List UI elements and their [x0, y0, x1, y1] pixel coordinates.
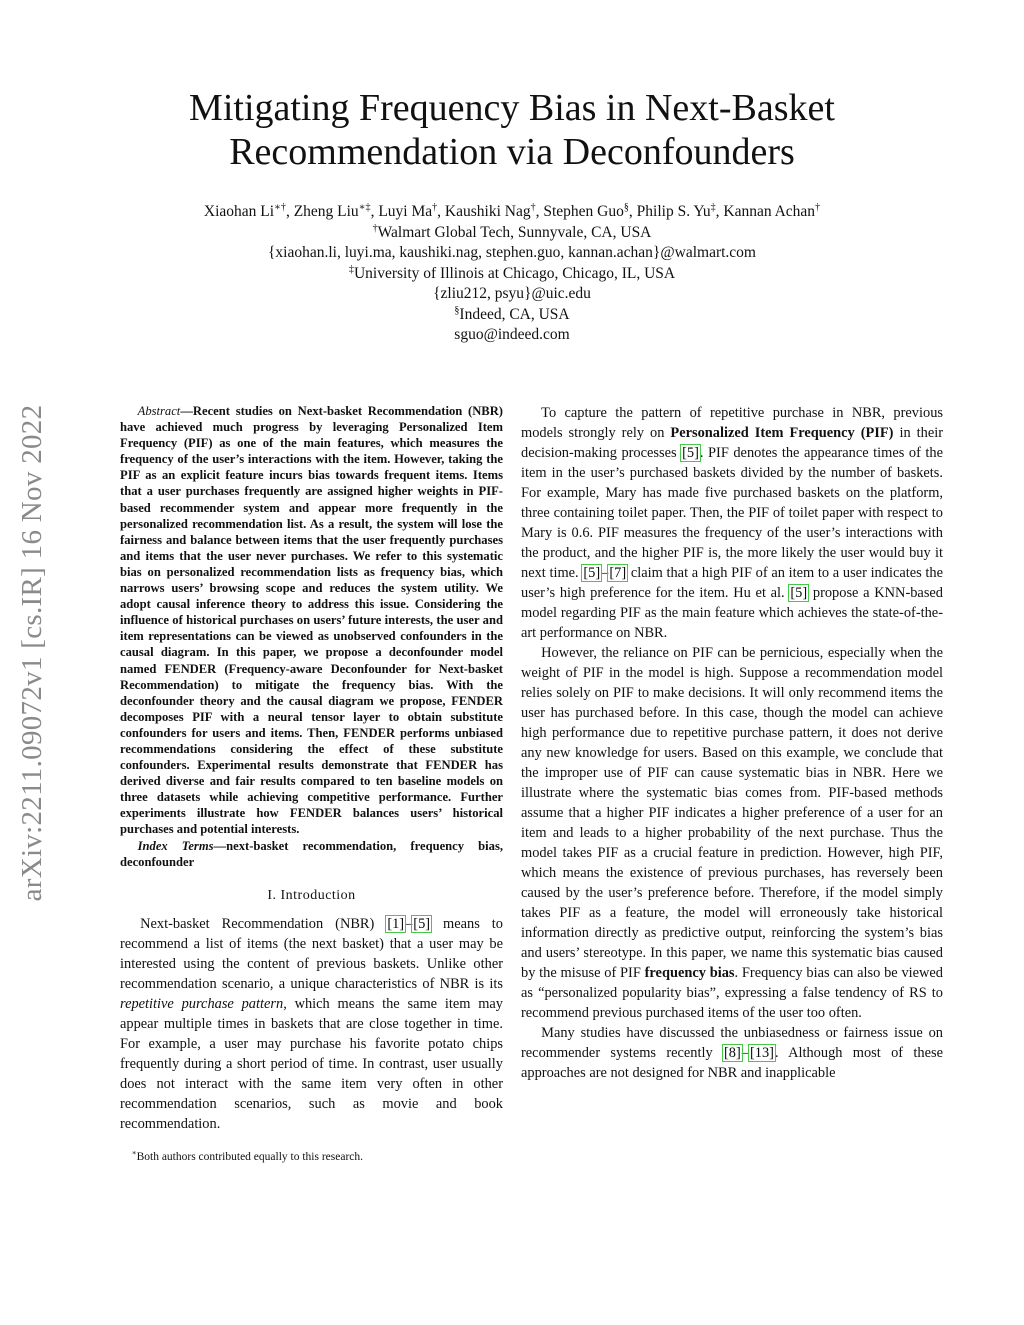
author-name: Kannan Achan	[723, 203, 816, 220]
author-name: Kaushiki Nag	[444, 203, 531, 220]
text-span: claim that a high PIF of an item to a user indicates the user’s high preference for the item. Hu et al.	[521, 565, 943, 601]
author-mark: ‡	[710, 201, 716, 213]
author-mark: ∗‡	[358, 201, 371, 213]
index-terms-text: —next-basket recommendation, frequency bias, deconfounder	[120, 838, 503, 869]
paper-title	[110, 86, 914, 174]
email-indeed: sguo@indeed.com	[454, 326, 570, 343]
intro-paragraph-4	[521, 1023, 943, 1083]
author-mark: †	[530, 201, 536, 213]
right-column	[521, 403, 943, 1083]
footnote	[120, 1147, 503, 1164]
citation-link[interactable]: [1]	[387, 915, 405, 932]
intro-paragraph-1	[120, 914, 503, 1134]
text-span: . PIF denotes the appearance times of the item in the user’s purchased baskets divided by the number of baskets. For example, Mary has made five purchased baskets on the platform, three containing toilet paper. Then, the PIF of toilet paper with respect to Mary is 0.6. PIF measures the frequency of the user’s interactions with the product, and the higher PIF is, the more likely the user would buy it next time.	[521, 445, 943, 581]
affiliation-mark: †	[372, 222, 378, 234]
citation-link[interactable]: [13]	[749, 1045, 774, 1061]
author-mark: †	[815, 201, 821, 213]
affiliation-uic	[80, 264, 944, 285]
author-block	[80, 202, 944, 346]
affiliation-indeed	[80, 305, 944, 326]
index-terms-label: Index Terms	[137, 838, 214, 853]
author-mark: ∗†	[274, 201, 286, 213]
intro-paragraph-2	[521, 403, 943, 643]
bold-term: frequency bias	[644, 965, 735, 981]
intro-paragraph-3	[521, 643, 943, 1023]
text-span: . Although most of these approaches are not designed for NBR and inapplicable	[521, 1045, 943, 1081]
text-span: To capture the pattern of repetitive purchase in NBR, previous models strongly rely on	[521, 405, 943, 441]
text-span: . Frequency bias can also be viewed as “personalized popularity bias”, expressing a false tendency of RS to recommend previous purchased items of the user too often.	[521, 965, 943, 1021]
affiliation-text: University of Illinois at Chicago, Chicago, IL, USA	[353, 264, 676, 282]
author-name: Zheng Liu	[293, 203, 359, 220]
emphasis-text: repetitive purchase pattern	[120, 995, 284, 1012]
author-name: Luyi Ma	[378, 203, 433, 220]
title-line-2: Recommendation via Deconfounders	[229, 131, 795, 173]
text-span: However, the reliance on PIF can be pernicious, especially when the weight of PIF in the model is high. Suppose a recommendation model relies solely on PIF to make decisions. It will only recommend items the user has purchased before. In this case, though the model can achieve high performance due to repetitive purchase pattern, it does not derive any new knowledge for users. Based on this example, we conclude that the improper use of PIF can cause systematic bias in NBR. Here we illustrate where the systematic bias comes from. PIF-based methods assume that a higher PIF indicates a higher preference of a user for an item and leads to a higher probability of the next purchase. Thus the model takes PIF as a crucial feature in prediction. However, high PIF, which means the existence of previous purchases, has reversely been caused by the user’s preference before. Therefore, if the model simply takes PIF as a feature, the model will erroneously take historical information directly as predictive output, reinforcing the system’s bias and users’ stereotype. In this paper, we name this systematic bias caused by the misuse of PIF	[521, 645, 943, 981]
abstract-label: Abstract	[137, 404, 181, 418]
text-span: –	[741, 1045, 749, 1061]
text-span: Next-basket Recommendation (NBR)	[140, 915, 387, 932]
arxiv-identifier-stamp: arXiv:2211.09072v1 [cs.IR] 16 Nov 2022	[16, 404, 48, 902]
index-terms	[120, 838, 503, 870]
citation-link[interactable]: [5]	[790, 585, 808, 601]
text-span: Many studies have discussed the unbiasedness or fairness issue on recommender systems recently	[521, 1025, 943, 1061]
affiliation-text: Walmart Global Tech, Sunnyvale, CA, USA	[377, 223, 652, 241]
abstract-text: —Recent studies on Next-basket Recommendation (NBR) have achieved much progress by leveraging Personalized Item Frequency (PIF) as one of the main features, which measures the frequency of the user’s interactions with the item. However, taking the PIF as an explicit feature incurs bias towards frequent items. Items that a user purchases frequently are assigned higher weights in PIF-based recommender system and appear more frequently in the personalized recommendation list. As a result, the system will lose the fairness and balance between items that the user frequently purchases and items that the user never purchases. We refer to this systematic bias on personalized recommendation lists as frequency bias, which narrows users’ browsing scope and reduces the system utility. We adopt causal inference theory to address this issue. Considering the influence of historical purchases on users’ future interests, the user and item representations can be viewed as unobserved confounders in the causal diagram. In this paper, we propose a deconfounder model named FENDER (Frequency-aware Deconfounder for Next-basket Recommendation) to mitigate the frequency bias. With the deconfounder theory and the causal diagram we propose, FENDER decomposes PIF with a neural tensor layer to obtain substitute confounders for users and items. Then, FENDER performs unbiased recommendations considering the effect of these substitute confounders. Experimental results demonstrate that FENDER has derived diverse and fair results compared to ten baseline models on three datasets while achieving competitive performance. Further experiments illustrate how FENDER balances users’ historical purchases and potential interests.	[120, 404, 503, 837]
author-name: Philip S. Yu	[636, 203, 711, 220]
email-walmart: {xiaohan.li, luyi.ma, kaushiki.nag, stephen.guo, kannan.achan}@walmart.com	[267, 244, 756, 261]
footnote-text: Both authors contributed equally to this research.	[136, 1150, 364, 1163]
title-line-1: Mitigating Frequency Bias in Next-Basket	[189, 87, 835, 129]
bold-term: Personalized Item Frequency (PIF)	[670, 425, 894, 441]
text-span: in their decision-making processes	[521, 425, 943, 461]
left-column	[120, 403, 503, 1164]
author-mark: §	[623, 201, 629, 213]
citation-link[interactable]: [5]	[583, 565, 601, 581]
author-list: Xiaohan Li∗†, Zheng Liu∗‡, Luyi Ma†, Kaushiki Nag†, Stephen Guo§, Philip S. Yu‡, Kannan Achan†	[203, 201, 821, 220]
text-span: means to recommend a list of items (the next basket) that a user may be interested using the content of previous baskets. Unlike other recommendation scenario, a unique characteristics of NBR is its	[120, 915, 503, 992]
author-mark: †	[432, 201, 438, 213]
text-span: propose a KNN-based model regarding PIF as the main feature which achieves the state-of-the-art performance on NBR.	[521, 585, 943, 641]
citation-link[interactable]: [8]	[724, 1045, 741, 1061]
affiliation-mark: §	[454, 304, 460, 316]
abstract	[120, 403, 503, 838]
email-uic: {zliu212, psyu}@uic.edu	[433, 285, 591, 302]
text-span: , which means the same item may appear multiple times in baskets that are close together in time. For example, a user may purchase his favorite potato chips frequently during a short period of time. In contrast, user usually does not interact with the same item very often in other recommendation scenarios, such as movie and book recommendation.	[120, 995, 503, 1132]
text-span: –	[601, 565, 609, 581]
author-name: Xiaohan Li	[203, 203, 275, 220]
affiliation-walmart	[80, 223, 944, 244]
affiliation-mark: ‡	[348, 263, 354, 275]
affiliation-text: Indeed, CA, USA	[459, 305, 570, 323]
citation-link[interactable]: [5]	[682, 445, 699, 461]
section-heading-introduction: I. Introduction	[267, 887, 356, 903]
citation-link[interactable]: [7]	[609, 565, 627, 581]
footnote-mark: ∗	[131, 1147, 137, 1157]
text-span: –	[405, 915, 413, 932]
citation-link[interactable]: [5]	[413, 915, 431, 932]
author-name: Stephen Guo	[543, 203, 624, 220]
